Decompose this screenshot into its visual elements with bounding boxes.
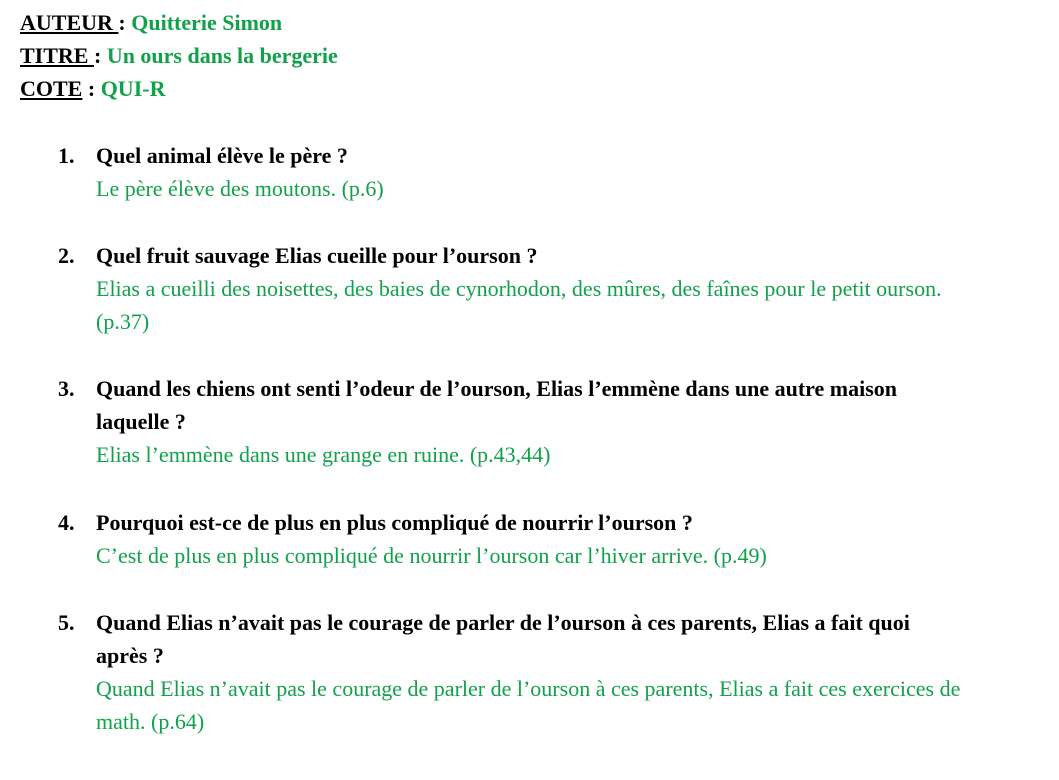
question-text: Quand les chiens ont senti l’odeur de l’ourson, Elias l’emmène dans une autre maison laquelle ?	[96, 376, 898, 434]
answer-text: Elias l’emmène dans une grange en ruine. (p.43,44)	[96, 442, 551, 467]
title-separator: :	[93, 43, 102, 68]
answer-text: Elias a cueilli des noisettes, des baies de cynorhodon, des mûres, des faînes pour le petit ourson. (p.37)	[96, 276, 942, 334]
cote-separator: :	[87, 76, 96, 101]
author-value: Quitterie Simon	[131, 10, 283, 35]
question-number: 4.	[58, 510, 75, 535]
question-text: Pourquoi est-ce de plus en plus compliqué de nourrir l’ourson ?	[96, 510, 693, 535]
answer-text: Quand Elias n’avait pas le courage de parler de l’ourson à ces parents, Elias a fait ces exercices de math. (p.64)	[96, 676, 961, 734]
question-number: 5.	[58, 610, 75, 635]
cote-line	[20, 72, 165, 105]
question-item-2	[58, 239, 1018, 338]
author-line	[20, 6, 282, 39]
author-label: AUTEUR	[20, 10, 119, 35]
cote-value: QUI-R	[100, 76, 166, 101]
question-item-3	[58, 372, 1018, 471]
question-text: Quel animal élève le père ?	[96, 143, 348, 168]
question-item-1	[58, 139, 1018, 205]
question-number: 1.	[58, 143, 75, 168]
title-label: TITRE	[20, 43, 94, 68]
question-text: Quand Elias n’avait pas le courage de parler de l’ourson à ces parents, Elias a fait quoi après ?	[96, 610, 910, 668]
answer-text: Le père élève des moutons. (p.6)	[96, 176, 384, 201]
cote-label: COTE	[20, 76, 83, 101]
question-text: Quel fruit sauvage Elias cueille pour l’ourson ?	[96, 243, 538, 268]
question-item-5	[58, 606, 1018, 738]
question-item-4	[58, 506, 1018, 572]
question-number: 2.	[58, 243, 75, 268]
answer-text: C’est de plus en plus compliqué de nourrir l’ourson car l’hiver arrive. (p.49)	[96, 543, 767, 568]
title-value: Un ours dans la bergerie	[106, 43, 338, 68]
author-separator: :	[118, 10, 126, 35]
title-line	[20, 39, 338, 72]
question-number: 3.	[58, 376, 75, 401]
